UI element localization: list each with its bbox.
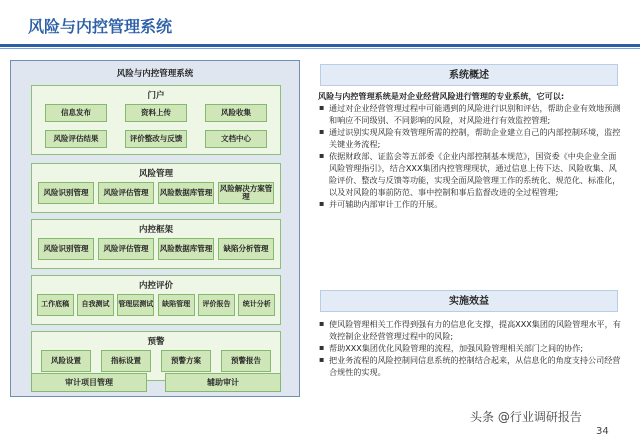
module-box[interactable]: 工作底稿 bbox=[37, 294, 74, 316]
page-title: 风险与内控管理系统 bbox=[28, 17, 173, 36]
module-box[interactable]: 评价报告 bbox=[198, 294, 235, 316]
module-box[interactable]: 风险解决方案管理 bbox=[218, 182, 274, 204]
module-box[interactable]: 评价整改与反馈 bbox=[125, 130, 187, 148]
audit-project-box[interactable]: 审计项目管理 bbox=[31, 373, 147, 392]
module-box[interactable]: 风险评估管理 bbox=[98, 182, 154, 204]
title-divider-thin bbox=[0, 48, 640, 49]
section-risk-management bbox=[31, 163, 281, 213]
section-title: 风险管理 bbox=[138, 169, 173, 179]
effect-bullet: ▪ 把业务流程的风险控制同信息系统的控制结合起来，从信息化的角度支持公司经营合规性的实现。 bbox=[318, 354, 622, 378]
overview-bullet: ▪ 通过识别实现风险有效管理所需的控制，帮助企业建立自己的内部控制环境，监控关键业务流程; bbox=[318, 126, 622, 150]
module-box[interactable]: 缺陷分析管理 bbox=[218, 238, 274, 260]
section-title: 门户 bbox=[147, 91, 165, 101]
overview-lead: 风险与内控管理系统是对企业经营风险进行管理的专业系统，它可以: bbox=[318, 91, 565, 101]
watermark: 头条 @行业调研报告 bbox=[470, 410, 582, 424]
module-box[interactable]: 指标设置 bbox=[101, 350, 151, 372]
module-box[interactable]: 风险设置 bbox=[41, 350, 91, 372]
section-evaluation bbox=[31, 275, 281, 325]
module-box[interactable]: 风险评估管理 bbox=[98, 238, 154, 260]
module-box[interactable]: 管理层测试 bbox=[117, 294, 154, 316]
module-box[interactable]: 缺陷管理 bbox=[158, 294, 195, 316]
section-portal bbox=[31, 85, 281, 155]
effect-text bbox=[318, 318, 622, 378]
module-box[interactable]: 信息发布 bbox=[45, 104, 107, 122]
effect-bullet: ▪ 使风险管理相关工作得到强有力的信息化支撑，提高XXX集团的风险管理水平，有效控制企业经营管理过程中的风险; bbox=[318, 318, 622, 342]
module-box[interactable]: 风险识别管理 bbox=[38, 238, 94, 260]
section-title: 内控框架 bbox=[138, 225, 173, 235]
page-number: 34 bbox=[596, 426, 609, 437]
system-diagram bbox=[10, 60, 300, 397]
diagram-title: 风险与内控管理系统 bbox=[116, 69, 194, 79]
overview-bullet: ▪ 并可辅助内部审计工作的开展。 bbox=[318, 198, 622, 210]
module-box[interactable]: 自我测试 bbox=[77, 294, 114, 316]
overview-bullet: ▪ 依据财政部、证监会等五部委《企业内部控制基本规范》，国资委《中央企业全面风险管理指引》，结合XXX集团内控管理现状，通过信息上传下达、风险收集、风险评价、整改与反馈等功能，实现全面风险管理工作的系统化、规范化、标准化，以及对风险的事前防范、事中控制和事后监督改进的全过程管理; bbox=[318, 150, 622, 198]
section-internal-control bbox=[31, 219, 281, 269]
module-box[interactable]: 风险评估结果 bbox=[45, 130, 107, 148]
overview-heading: 系统概述 bbox=[320, 64, 618, 86]
assist-audit-box[interactable]: 辅助审计 bbox=[165, 373, 281, 392]
section-title: 预警 bbox=[147, 337, 165, 347]
overview-bullet: ▪ 通过对企业经营管理过程中可能遇到的风险进行识别和评估，帮助企业有效地预测和响应不同级别、不同影响的风险，对风险进行有效监控管理; bbox=[318, 102, 622, 126]
effect-bullet: ▪ 帮助XXX集团优化风险管理的流程，加强风险管理相关部门之间的协作; bbox=[318, 342, 622, 354]
section-title: 内控评价 bbox=[138, 281, 173, 291]
effect-heading: 实施效益 bbox=[320, 290, 618, 312]
module-box[interactable]: 风险数据库管理 bbox=[158, 238, 214, 260]
module-box[interactable]: 统计分析 bbox=[238, 294, 275, 316]
module-box[interactable]: 预警方案 bbox=[161, 350, 211, 372]
module-box[interactable]: 文档中心 bbox=[205, 130, 267, 148]
module-box[interactable]: 风险识别管理 bbox=[38, 182, 94, 204]
title-divider bbox=[0, 44, 640, 47]
module-box[interactable]: 资料上传 bbox=[125, 104, 187, 122]
module-box[interactable]: 预警报告 bbox=[221, 350, 271, 372]
module-box[interactable]: 风险收集 bbox=[205, 104, 267, 122]
module-box[interactable]: 风险数据库管理 bbox=[158, 182, 214, 204]
overview-text bbox=[318, 90, 622, 210]
